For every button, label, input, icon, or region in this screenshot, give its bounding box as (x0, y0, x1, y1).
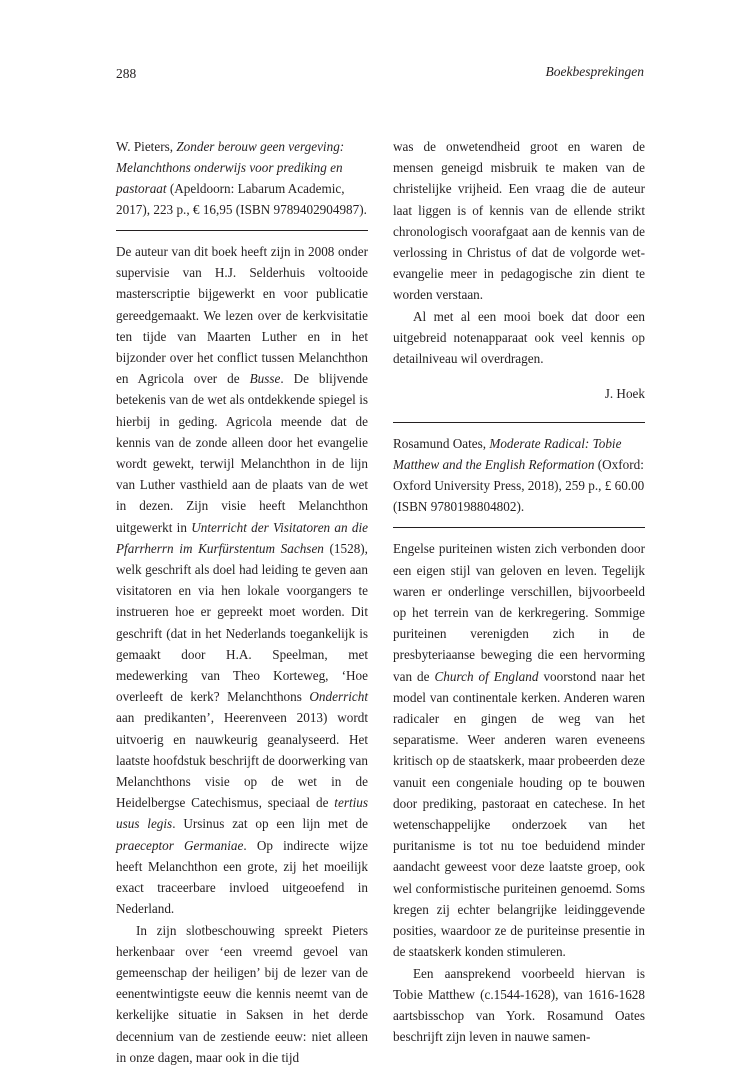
italic-term: Busse (249, 371, 281, 387)
italic-term: Onderricht (309, 689, 368, 705)
review-1-paragraph-4: Al met al een mooi boek dat door een uitgebreid notenapparaat ook veel kennis op detailniveau wil overdragen. (393, 308, 645, 367)
text: (1528), welk geschrift als doel had leiding te geven aan visitatoren en via hen lokale voorgangers te instrueren hoe er gepreekt moet worden. Dit geschrift (dat in het Nederlands toegankelijk is gemaakt door H.A. Speelman, met medewerking van Theo Korteweg, ‘Hoe overleeft de kerk? Melanchthons (116, 540, 368, 705)
review-1-paragraph-3: was de onwetendheid groot en waren de mensen geneigd misbruik te maken van de christelijke vrijheid. Een vraag die de auteur laat liggen is of kennis van de ellende strikt chronologisch voorafgaat aan de kennis van de verlossing in Christus of dat de volgorde wet-evangelie meer in pedagogische zin dient te worden verstaan. (393, 139, 645, 303)
text: . Op indirecte wijze heeft Melanchthon een grote, zij het moeilijk exact traceerbare invloed uitgeoefend in Nederland. (116, 837, 368, 917)
review-1-signature: J. Hoek (604, 386, 645, 402)
text: De auteur van dit boek heeft zijn in 2008 onder supervisie van H.J. Selderhuis voltooide masterscriptie bijgewerkt en voor publicatie gereedgemaakt. We lezen over de kerkvisitatie ten tijde van Maarten Luther en in het bijzonder over het conflict tussen Melanchthon en Agricola over de (116, 244, 368, 387)
review-1-paragraph-2: In zijn slotbeschouwing spreekt Pieters herkenbaar over ‘een vreemd gevoel van gemeenschap der heiligen’ bij de lezer van de eenentwintigste eeuw die kennis neemt van de kerkelijke situatie in Saksen in het derde decennium van de zestiende eeuw: niet alleen in onze dagen, maar ook in die tijd (116, 922, 368, 1065)
text: voorstond naar het model van continentale kerken. Anderen waren radicaler en gingen de weg van het separatisme. Weer anderen waren eveneens kritisch op de staatskerk, maar probeerden deze vanuit een congeniale houding op te bouwen door prediking, pastoraat en catechese. In het wetenschappelijke onderzoek van het puritanisme is tot nu toe beduidend minder aandacht geweest voor deze laatste groep, ook wel conformistische puriteinen genoemd. Soms kregen zij echter belangrijke leidinggevende posities, waardoor ze de puriteinse presentie in de staatskerk konden stimuleren. (393, 668, 645, 960)
right-column (393, 136, 645, 1047)
text: Engelse puriteinen wisten zich verbonden door een eigen stijl van geloven en leven. Tegelijk waren er onderlinge verschillen, bijvoorbeeld op het terrein van de kerkregering. Sommige puriteinen verenigden zich in de presbyteriaanse beweging die een hervorming van de (393, 541, 645, 684)
text: . Ursinus zat op een lijn met de (172, 816, 369, 832)
text: . De blijvende betekenis van de wet als ontdekkende spiegel is hierbij in geding. Agricola meende dat de kennis van de zonde alleen door het evangelie wordt gewekt, terwijl Melanchthon in de lijn van Luther vasthield aan de plaats van de wet in dezen. Zijn visie heeft Melanchthon uitgewerkt in (116, 371, 368, 535)
italic-term: praeceptor Germaniae (116, 837, 244, 853)
review-2-bibliography (393, 433, 645, 517)
review-1-book-title: Zonder berouw geen vergeving: Melanchthons onderwijs voor prediking en pastoraat (116, 139, 345, 196)
review-1-paragraph-1 (116, 241, 368, 920)
review-1-author: W. Pieters, (116, 139, 177, 154)
italic-term: tertius usus legis (116, 795, 368, 832)
review-2-author: Rosamund Oates, (393, 436, 490, 452)
review-1-publication-details: (Apeldoorn: Labarum Academic, 2017), 223 p., € 16,95 (ISBN 9789402904987). (116, 181, 367, 217)
review-1-bibliography (116, 136, 368, 220)
text: aan predikanten’, Heerenveen 2013) wordt uitvoerig en nauwkeurig geanalyseerd. Het laatste hoofdstuk beschrijft de doorwerking van Melanchthons visie op de wet in de Heidelbergse Catechismus, speciaal de (116, 710, 368, 811)
italic-term: Church of England (434, 668, 539, 684)
review-2-paragraph-2: Een aansprekend voorbeeld hiervan is Tobie Matthew (c.1544-1628), van 1616-1628 aartsbisschop van York. Rosamund Oates beschrijft zijn leven in nauwe samen- (393, 965, 645, 1045)
review-2-book-title: Moderate Radical: Tobie Matthew and the English Reformation (393, 436, 622, 473)
italic-term: Unterricht der Visitatoren an die Pfarrherrn im Kurfürstentum Sachsen (116, 519, 368, 556)
page-number: 288 (116, 66, 137, 81)
review-2-publication-details: (Oxford: Oxford University Press, 2018), 259 p., £ 60.00 (ISBN 9780198804802). (393, 457, 645, 515)
running-head: Boekbesprekingen (545, 64, 644, 79)
left-column (116, 136, 368, 1068)
review-2-paragraph-1 (393, 538, 645, 962)
